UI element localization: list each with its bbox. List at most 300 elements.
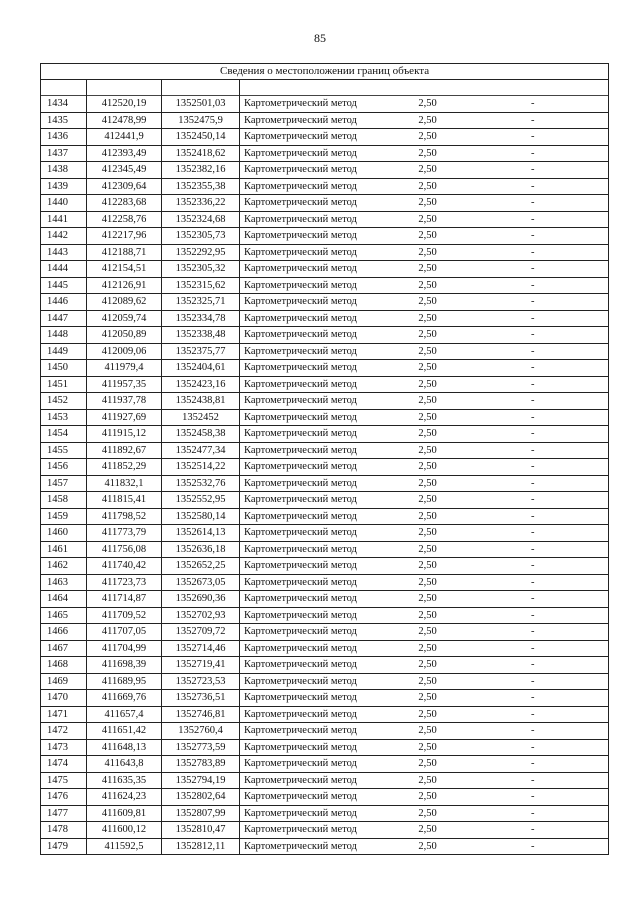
method-cell: Картометрический метод: [240, 162, 398, 179]
method-cell: Картометрический метод: [240, 822, 398, 839]
method-cell: Картометрический метод: [240, 360, 398, 377]
x-coordinate-cell: 411714,87: [87, 591, 162, 608]
x-coordinate-cell: 412309,64: [87, 178, 162, 195]
y-coordinate-cell: 1352807,99: [162, 805, 240, 822]
point-number-cell: 1445: [41, 277, 87, 294]
method-cell: Картометрический метод: [240, 838, 398, 855]
table-row: [41, 706, 609, 723]
table-row: [41, 508, 609, 525]
precision-cell: 2,50: [398, 112, 458, 129]
method-cell: Картометрический метод: [240, 442, 398, 459]
description-cell: -: [458, 195, 609, 212]
method-cell: Картометрический метод: [240, 624, 398, 641]
table-row: [41, 343, 609, 360]
y-coordinate-cell: 1352690,36: [162, 591, 240, 608]
precision-cell: 2,50: [398, 475, 458, 492]
method-cell: Картометрический метод: [240, 195, 398, 212]
precision-cell: 2,50: [398, 129, 458, 146]
precision-cell: 2,50: [398, 772, 458, 789]
y-coordinate-cell: 1352501,03: [162, 96, 240, 113]
description-cell: -: [458, 360, 609, 377]
page-number: 85: [314, 31, 326, 45]
description-cell: -: [458, 723, 609, 740]
x-coordinate-cell: 411937,78: [87, 393, 162, 410]
point-number-cell: 1460: [41, 525, 87, 542]
point-number-cell: 1467: [41, 640, 87, 657]
y-coordinate-cell: 1352614,13: [162, 525, 240, 542]
y-coordinate-cell: 1352514,22: [162, 459, 240, 476]
y-coordinate-cell: 1352334,78: [162, 310, 240, 327]
y-coordinate-cell: 1352802,64: [162, 789, 240, 806]
table-row: [41, 129, 609, 146]
method-cell: Картометрический метод: [240, 558, 398, 575]
y-coordinate-cell: 1352812,11: [162, 838, 240, 855]
table-row: [41, 591, 609, 608]
point-number-cell: 1479: [41, 838, 87, 855]
table-row: [41, 673, 609, 690]
table-row: [41, 838, 609, 855]
point-number-cell: 1451: [41, 376, 87, 393]
table-row: [41, 211, 609, 228]
y-coordinate-cell: 1352783,89: [162, 756, 240, 773]
table-row: [41, 574, 609, 591]
method-cell: Картометрический метод: [240, 261, 398, 278]
x-coordinate-cell: 411624,23: [87, 789, 162, 806]
description-cell: -: [458, 558, 609, 575]
method-cell: Картометрический метод: [240, 277, 398, 294]
x-coordinate-cell: 412258,76: [87, 211, 162, 228]
description-cell: -: [458, 739, 609, 756]
point-number-cell: 1468: [41, 657, 87, 674]
header-spacer-cell: [162, 80, 240, 96]
method-cell: Картометрический метод: [240, 706, 398, 723]
point-number-cell: 1446: [41, 294, 87, 311]
method-cell: Картометрический метод: [240, 723, 398, 740]
point-number-cell: 1436: [41, 129, 87, 146]
y-coordinate-cell: 1352723,53: [162, 673, 240, 690]
method-cell: Картометрический метод: [240, 393, 398, 410]
x-coordinate-cell: 412188,71: [87, 244, 162, 261]
description-cell: -: [458, 211, 609, 228]
method-cell: Картометрический метод: [240, 607, 398, 624]
y-coordinate-cell: 1352652,25: [162, 558, 240, 575]
y-coordinate-cell: 1352375,77: [162, 343, 240, 360]
method-cell: Картометрический метод: [240, 789, 398, 806]
description-cell: -: [458, 112, 609, 129]
precision-cell: 2,50: [398, 426, 458, 443]
precision-cell: 2,50: [398, 739, 458, 756]
y-coordinate-cell: 1352736,51: [162, 690, 240, 707]
precision-cell: 2,50: [398, 393, 458, 410]
description-cell: -: [458, 657, 609, 674]
table-row: [41, 327, 609, 344]
point-number-cell: 1454: [41, 426, 87, 443]
table-title: Сведения о местоположении границ объекта: [41, 64, 609, 80]
precision-cell: 2,50: [398, 690, 458, 707]
method-cell: Картометрический метод: [240, 508, 398, 525]
x-coordinate-cell: 411957,35: [87, 376, 162, 393]
y-coordinate-cell: 1352338,48: [162, 327, 240, 344]
table-row: [41, 657, 609, 674]
x-coordinate-cell: 411798,52: [87, 508, 162, 525]
x-coordinate-cell: 412393,49: [87, 145, 162, 162]
precision-cell: 2,50: [398, 178, 458, 195]
x-coordinate-cell: 411709,52: [87, 607, 162, 624]
description-cell: -: [458, 96, 609, 113]
point-number-cell: 1459: [41, 508, 87, 525]
precision-cell: 2,50: [398, 591, 458, 608]
table-row: [41, 723, 609, 740]
table-row: [41, 525, 609, 542]
method-cell: Картометрический метод: [240, 525, 398, 542]
description-cell: -: [458, 591, 609, 608]
point-number-cell: 1478: [41, 822, 87, 839]
x-coordinate-cell: 412126,91: [87, 277, 162, 294]
precision-cell: 2,50: [398, 541, 458, 558]
x-coordinate-cell: 411609,81: [87, 805, 162, 822]
precision-cell: 2,50: [398, 673, 458, 690]
table-row: [41, 277, 609, 294]
method-cell: Картометрический метод: [240, 574, 398, 591]
table-row: [41, 393, 609, 410]
table-row: [41, 459, 609, 476]
description-cell: -: [458, 343, 609, 360]
precision-cell: 2,50: [398, 756, 458, 773]
point-number-cell: 1477: [41, 805, 87, 822]
x-coordinate-cell: 411689,95: [87, 673, 162, 690]
x-coordinate-cell: 412154,51: [87, 261, 162, 278]
y-coordinate-cell: 1352760,4: [162, 723, 240, 740]
precision-cell: 2,50: [398, 96, 458, 113]
x-coordinate-cell: 411832,1: [87, 475, 162, 492]
precision-cell: 2,50: [398, 459, 458, 476]
table-row: [41, 310, 609, 327]
y-coordinate-cell: 1352810,47: [162, 822, 240, 839]
description-cell: -: [458, 409, 609, 426]
y-coordinate-cell: 1352709,72: [162, 624, 240, 641]
description-cell: -: [458, 492, 609, 509]
point-number-cell: 1444: [41, 261, 87, 278]
point-number-cell: 1435: [41, 112, 87, 129]
precision-cell: 2,50: [398, 409, 458, 426]
precision-cell: 2,50: [398, 277, 458, 294]
precision-cell: 2,50: [398, 838, 458, 855]
x-coordinate-cell: 411740,42: [87, 558, 162, 575]
point-number-cell: 1466: [41, 624, 87, 641]
x-coordinate-cell: 411698,39: [87, 657, 162, 674]
x-coordinate-cell: 412089,62: [87, 294, 162, 311]
description-cell: -: [458, 294, 609, 311]
y-coordinate-cell: 1352636,18: [162, 541, 240, 558]
x-coordinate-cell: 411648,13: [87, 739, 162, 756]
description-cell: -: [458, 756, 609, 773]
point-number-cell: 1452: [41, 393, 87, 410]
x-coordinate-cell: 412059,74: [87, 310, 162, 327]
y-coordinate-cell: 1352452: [162, 409, 240, 426]
table-row: [41, 244, 609, 261]
point-number-cell: 1462: [41, 558, 87, 575]
y-coordinate-cell: 1352305,32: [162, 261, 240, 278]
precision-cell: 2,50: [398, 706, 458, 723]
x-coordinate-cell: 411756,08: [87, 541, 162, 558]
table-row: [41, 96, 609, 113]
precision-cell: 2,50: [398, 607, 458, 624]
y-coordinate-cell: 1352746,81: [162, 706, 240, 723]
description-cell: -: [458, 624, 609, 641]
precision-cell: 2,50: [398, 343, 458, 360]
y-coordinate-cell: 1352450,14: [162, 129, 240, 146]
point-number-cell: 1447: [41, 310, 87, 327]
point-number-cell: 1440: [41, 195, 87, 212]
table-row: [41, 112, 609, 129]
method-cell: Картометрический метод: [240, 145, 398, 162]
table-row: [41, 261, 609, 278]
x-coordinate-cell: 412283,68: [87, 195, 162, 212]
description-cell: -: [458, 805, 609, 822]
x-coordinate-cell: 411592,5: [87, 838, 162, 855]
description-cell: -: [458, 261, 609, 278]
y-coordinate-cell: 1352794,19: [162, 772, 240, 789]
point-number-cell: 1463: [41, 574, 87, 591]
header-spacer-cell: [240, 80, 609, 96]
point-number-cell: 1437: [41, 145, 87, 162]
x-coordinate-cell: 411635,35: [87, 772, 162, 789]
description-cell: -: [458, 442, 609, 459]
point-number-cell: 1471: [41, 706, 87, 723]
y-coordinate-cell: 1352532,76: [162, 475, 240, 492]
table-row: [41, 426, 609, 443]
method-cell: Картометрический метод: [240, 640, 398, 657]
x-coordinate-cell: 411773,79: [87, 525, 162, 542]
description-cell: -: [458, 277, 609, 294]
y-coordinate-cell: 1352324,68: [162, 211, 240, 228]
point-number-cell: 1457: [41, 475, 87, 492]
method-cell: Картометрический метод: [240, 129, 398, 146]
precision-cell: 2,50: [398, 261, 458, 278]
table-row: [41, 145, 609, 162]
x-coordinate-cell: 411892,67: [87, 442, 162, 459]
boundary-coordinates-table: [40, 63, 609, 855]
method-cell: Картометрический метод: [240, 294, 398, 311]
method-cell: Картометрический метод: [240, 112, 398, 129]
precision-cell: 2,50: [398, 657, 458, 674]
point-number-cell: 1476: [41, 789, 87, 806]
precision-cell: 2,50: [398, 442, 458, 459]
precision-cell: 2,50: [398, 822, 458, 839]
y-coordinate-cell: 1352673,05: [162, 574, 240, 591]
point-number-cell: 1434: [41, 96, 87, 113]
method-cell: Картометрический метод: [240, 657, 398, 674]
x-coordinate-cell: 412520,19: [87, 96, 162, 113]
method-cell: Картометрический метод: [240, 756, 398, 773]
table-row: [41, 624, 609, 641]
y-coordinate-cell: 1352458,38: [162, 426, 240, 443]
table-row: [41, 690, 609, 707]
precision-cell: 2,50: [398, 327, 458, 344]
point-number-cell: 1458: [41, 492, 87, 509]
description-cell: -: [458, 574, 609, 591]
method-cell: Картометрический метод: [240, 492, 398, 509]
y-coordinate-cell: 1352418,62: [162, 145, 240, 162]
x-coordinate-cell: 411657,4: [87, 706, 162, 723]
method-cell: Картометрический метод: [240, 343, 398, 360]
table-row: [41, 360, 609, 377]
description-cell: -: [458, 772, 609, 789]
y-coordinate-cell: 1352580,14: [162, 508, 240, 525]
x-coordinate-cell: 411704,99: [87, 640, 162, 657]
x-coordinate-cell: 411979,4: [87, 360, 162, 377]
y-coordinate-cell: 1352292,95: [162, 244, 240, 261]
table-row: [41, 756, 609, 773]
table-row: [41, 541, 609, 558]
precision-cell: 2,50: [398, 162, 458, 179]
point-number-cell: 1473: [41, 739, 87, 756]
x-coordinate-cell: 412009,06: [87, 343, 162, 360]
point-number-cell: 1474: [41, 756, 87, 773]
description-cell: -: [458, 789, 609, 806]
description-cell: -: [458, 459, 609, 476]
point-number-cell: 1461: [41, 541, 87, 558]
y-coordinate-cell: 1352355,38: [162, 178, 240, 195]
precision-cell: 2,50: [398, 805, 458, 822]
table-row: [41, 475, 609, 492]
method-cell: Картометрический метод: [240, 376, 398, 393]
point-number-cell: 1465: [41, 607, 87, 624]
point-number-cell: 1449: [41, 343, 87, 360]
x-coordinate-cell: 411927,69: [87, 409, 162, 426]
y-coordinate-cell: 1352719,41: [162, 657, 240, 674]
precision-cell: 2,50: [398, 624, 458, 641]
precision-cell: 2,50: [398, 492, 458, 509]
precision-cell: 2,50: [398, 376, 458, 393]
description-cell: -: [458, 426, 609, 443]
table-row: [41, 178, 609, 195]
header-spacer-cell: [87, 80, 162, 96]
description-cell: -: [458, 178, 609, 195]
point-number-cell: 1472: [41, 723, 87, 740]
precision-cell: 2,50: [398, 211, 458, 228]
description-cell: -: [458, 706, 609, 723]
y-coordinate-cell: 1352423,16: [162, 376, 240, 393]
description-cell: -: [458, 228, 609, 245]
description-cell: -: [458, 525, 609, 542]
precision-cell: 2,50: [398, 789, 458, 806]
y-coordinate-cell: 1352315,62: [162, 277, 240, 294]
precision-cell: 2,50: [398, 723, 458, 740]
point-number-cell: 1456: [41, 459, 87, 476]
method-cell: Картометрический метод: [240, 805, 398, 822]
point-number-cell: 1453: [41, 409, 87, 426]
x-coordinate-cell: 411600,12: [87, 822, 162, 839]
method-cell: Картометрический метод: [240, 244, 398, 261]
y-coordinate-cell: 1352404,61: [162, 360, 240, 377]
x-coordinate-cell: 412441,9: [87, 129, 162, 146]
y-coordinate-cell: 1352438,81: [162, 393, 240, 410]
method-cell: Картометрический метод: [240, 772, 398, 789]
table-row: [41, 558, 609, 575]
x-coordinate-cell: 412345,49: [87, 162, 162, 179]
table-row: [41, 195, 609, 212]
point-number-cell: 1475: [41, 772, 87, 789]
precision-cell: 2,50: [398, 310, 458, 327]
header-spacer-cell: [41, 80, 87, 96]
description-cell: -: [458, 822, 609, 839]
method-cell: Картометрический метод: [240, 673, 398, 690]
description-cell: -: [458, 376, 609, 393]
table-row: [41, 162, 609, 179]
x-coordinate-cell: 411915,12: [87, 426, 162, 443]
point-number-cell: 1442: [41, 228, 87, 245]
method-cell: Картометрический метод: [240, 228, 398, 245]
y-coordinate-cell: 1352382,16: [162, 162, 240, 179]
method-cell: Картометрический метод: [240, 426, 398, 443]
point-number-cell: 1439: [41, 178, 87, 195]
x-coordinate-cell: 411669,76: [87, 690, 162, 707]
x-coordinate-cell: 411852,29: [87, 459, 162, 476]
method-cell: Картометрический метод: [240, 178, 398, 195]
description-cell: -: [458, 327, 609, 344]
method-cell: Картометрический метод: [240, 327, 398, 344]
precision-cell: 2,50: [398, 195, 458, 212]
table-row: [41, 822, 609, 839]
x-coordinate-cell: 412050,89: [87, 327, 162, 344]
description-cell: -: [458, 145, 609, 162]
point-number-cell: 1438: [41, 162, 87, 179]
point-number-cell: 1450: [41, 360, 87, 377]
description-cell: -: [458, 673, 609, 690]
table-row: [41, 228, 609, 245]
point-number-cell: 1441: [41, 211, 87, 228]
method-cell: Картометрический метод: [240, 541, 398, 558]
point-number-cell: 1455: [41, 442, 87, 459]
x-coordinate-cell: 411723,73: [87, 574, 162, 591]
method-cell: Картометрический метод: [240, 690, 398, 707]
table-row: [41, 492, 609, 509]
x-coordinate-cell: 411643,8: [87, 756, 162, 773]
point-number-cell: 1464: [41, 591, 87, 608]
description-cell: -: [458, 640, 609, 657]
point-number-cell: 1469: [41, 673, 87, 690]
y-coordinate-cell: 1352552,95: [162, 492, 240, 509]
y-coordinate-cell: 1352475,9: [162, 112, 240, 129]
method-cell: Картометрический метод: [240, 310, 398, 327]
description-cell: -: [458, 244, 609, 261]
y-coordinate-cell: 1352477,34: [162, 442, 240, 459]
description-cell: -: [458, 310, 609, 327]
precision-cell: 2,50: [398, 244, 458, 261]
description-cell: -: [458, 393, 609, 410]
table-row: [41, 376, 609, 393]
precision-cell: 2,50: [398, 145, 458, 162]
point-number-cell: 1448: [41, 327, 87, 344]
description-cell: -: [458, 162, 609, 179]
precision-cell: 2,50: [398, 294, 458, 311]
point-number-cell: 1443: [41, 244, 87, 261]
precision-cell: 2,50: [398, 525, 458, 542]
precision-cell: 2,50: [398, 508, 458, 525]
precision-cell: 2,50: [398, 360, 458, 377]
table-row: [41, 789, 609, 806]
precision-cell: 2,50: [398, 558, 458, 575]
table-row: [41, 805, 609, 822]
description-cell: -: [458, 508, 609, 525]
point-number-cell: 1470: [41, 690, 87, 707]
table-row: [41, 409, 609, 426]
x-coordinate-cell: 411707,05: [87, 624, 162, 641]
precision-cell: 2,50: [398, 228, 458, 245]
method-cell: Картометрический метод: [240, 591, 398, 608]
table-row: [41, 607, 609, 624]
